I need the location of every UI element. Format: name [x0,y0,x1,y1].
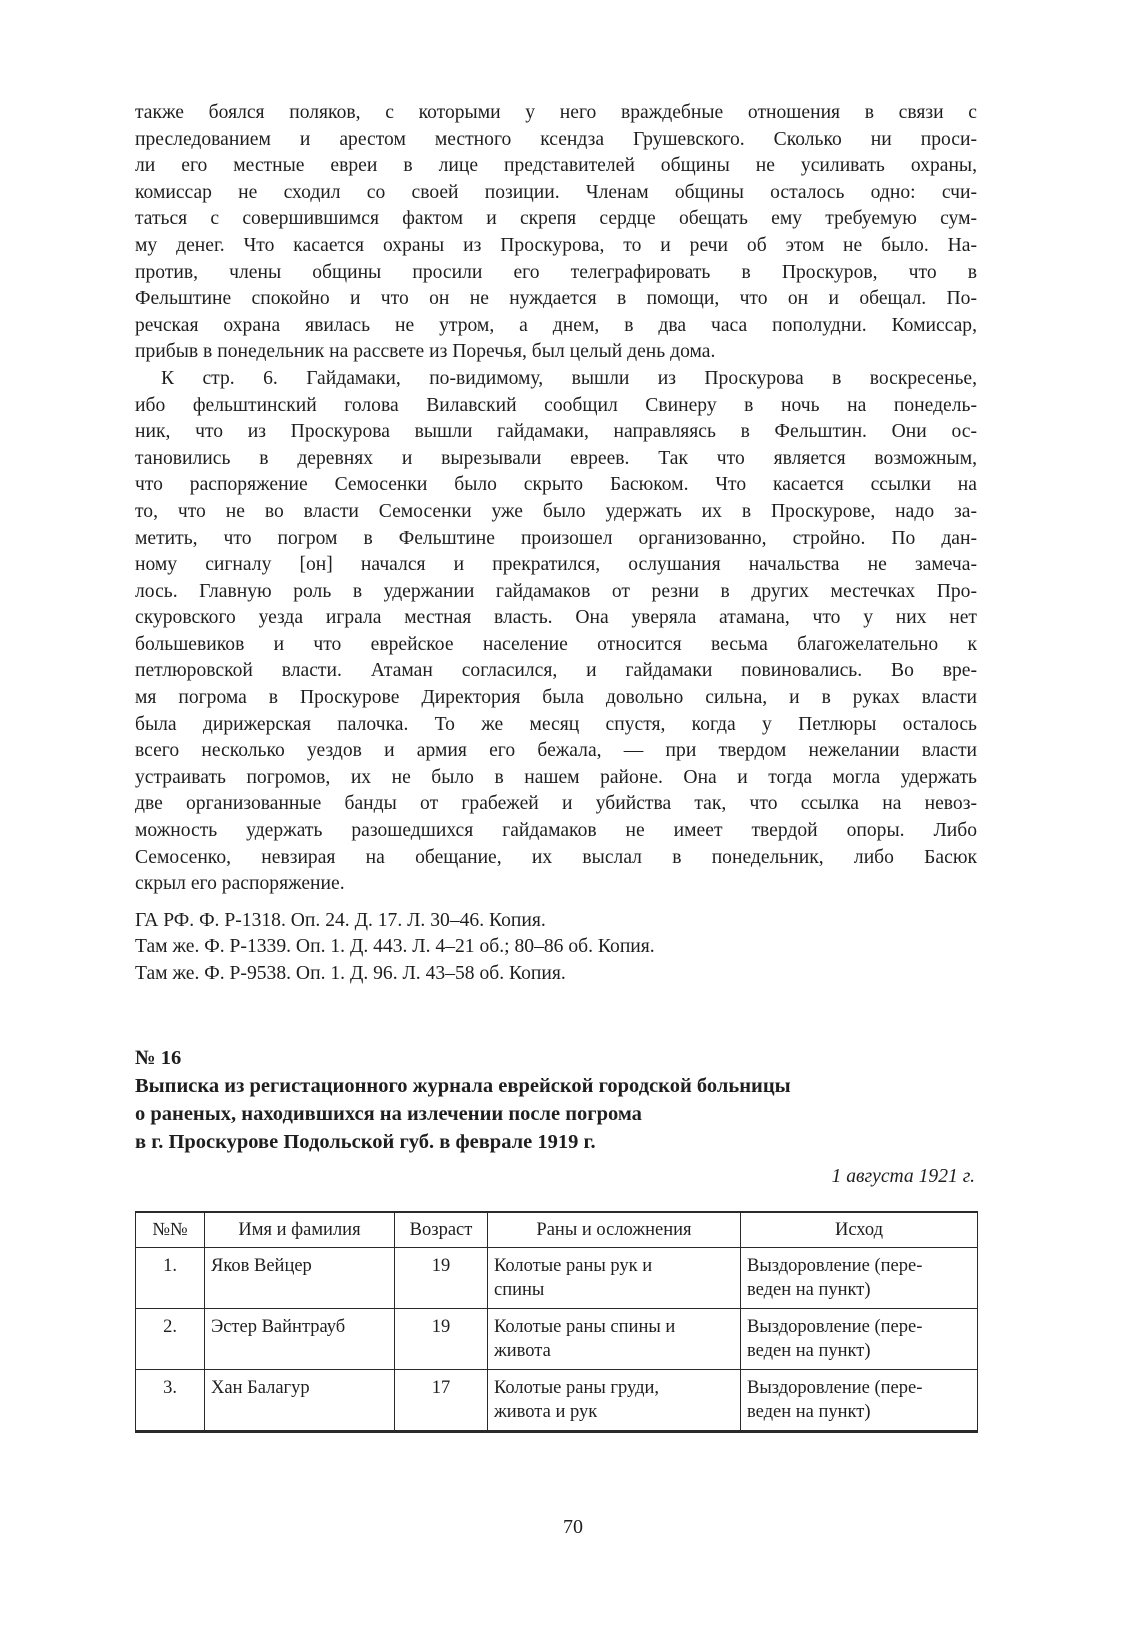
cell-wounds [488,1309,741,1370]
source-line: Там же. Ф. Р-1339. Оп. 1. Д. 443. Л. 4–21 об.; 80–86 об. Копия. [135,936,655,958]
text-line: ник, что из Проскурова вышли гайдамаки, направляясь в Фельштин. Они ос- [135,421,977,443]
cell-name: Эстер Вайнтрауб [205,1309,395,1370]
source-line: ГА РФ. Ф. Р-1318. Оп. 24. Д. 17. Л. 30–46. Копия. [135,909,546,931]
title-line: о раненых, находившихся на излечении после погрома [135,1102,642,1125]
header-age: Возраст [395,1212,488,1248]
cell-text: Выздоровление (пере- [747,1317,923,1337]
text-line: мя погрома в Проскурове Директория была довольно сильна, и в руках власти [135,687,977,709]
cell-wounds [488,1370,741,1432]
cell-age: 19 [395,1309,488,1370]
table-header-row [136,1212,978,1248]
text-line: можность удержать разошедшихся гайдамаков не имеет твердой опоры. Либо [135,820,977,842]
text-line: устраивать погромов, их не было в нашем районе. Она и тогда могла удержать [135,766,977,788]
cell-outcome [741,1370,978,1432]
text-line: скрыл его распоряжение. [135,873,345,895]
cell-text: веден на пункт) [747,1280,871,1300]
title-line: Выписка из регистационного журнала еврейской городской больницы [135,1074,791,1097]
text-line: К стр. 6. Гайдамаки, по-видимому, вышли из Проскурова в воскресенье, [161,367,977,389]
text-line: метить, что погром в Фельштине произошел организованно, стройно. По дан- [135,527,977,549]
text-line: всего несколько уездов и армия его бежала, — при твердом нежелании власти [135,740,977,762]
table-row [136,1309,978,1370]
cell-outcome [741,1309,978,1370]
title-line: в г. Проскурове Подольской губ. в феврале 1919 г. [135,1130,596,1153]
archival-sources [135,908,977,988]
text-line: ли его местные евреи в лице представителей общины не усиливать охраны, [135,155,977,177]
text-line: то, что не во власти Семосенки уже было удержать их в Проскурове, надо за- [135,500,977,522]
text-line: Семосенко, невзирая на обещание, их выслал в понедельник, либо Басюк [135,846,977,868]
text-line: тановились в деревнях и вырезывали евреев. Так что является возможным, [135,447,977,469]
header-wounds: Раны и осложнения [488,1212,741,1248]
cell-outcome [741,1248,978,1309]
text-line: две организованные банды от грабежей и убийства так, что ссылка на невоз- [135,793,977,815]
text-line: ибо фельштинский голова Вилавский сообщил Свинеру в ночь на понедель- [135,394,977,416]
cell-name: Хан Балагур [205,1370,395,1432]
paragraph-2 [135,366,977,898]
cell-number: 2. [136,1309,205,1370]
text-line: речская охрана явилась не утром, а днем, в два часа пополудни. Комиссар, [135,314,977,336]
text-line: Фельштине спокойно и что он не нуждается в помощи, что он и обещал. По- [135,288,977,310]
text-line: была дирижерская палочка. То же месяц спустя, когда у Петлюры осталось [135,713,977,735]
text-line: лось. Главную роль в удержании гайдамаков от резни в других местечках Про- [135,580,977,602]
cell-text: Выздоровление (пере- [747,1256,923,1276]
table-row [136,1248,978,1309]
paragraph-1 [135,100,977,366]
text-line: преследованием и арестом местного ксендза Грушевского. Сколько ни проси- [135,128,977,150]
cell-text: живота и рук [494,1402,598,1422]
cell-wounds [488,1248,741,1309]
cell-text: Колотые раны рук и [494,1256,653,1276]
cell-number: 1. [136,1248,205,1309]
text-line: ному сигналу [он] начался и прекратился, ослушания начальства не замеча- [135,554,977,576]
text-line: комиссар не сходил со своей позиции. Членам общины осталось одно: счи- [135,181,977,203]
source-line: Там же. Ф. Р-9538. Оп. 1. Д. 96. Л. 43–58 об. Копия. [135,963,566,984]
cell-text: спины [494,1280,545,1300]
text-line: скуровского уезда играла местная власть. Она уверяла атамана, что у них нет [135,607,977,629]
registry-table [135,1211,978,1433]
cell-text: веден на пункт) [747,1341,871,1361]
cell-text: веден на пункт) [747,1402,871,1422]
cell-text: Колотые раны груди, [494,1378,660,1398]
cell-text: живота [494,1341,551,1361]
page-number: 70 [563,1516,583,1538]
text-line: петлюровской власти. Атаман согласился, и гайдамаки повиновались. Во вре- [135,660,977,682]
cell-text: Колотые раны спины и [494,1317,676,1337]
header-name: Имя и фамилия [205,1212,395,1248]
cell-age: 19 [395,1248,488,1309]
text-line: таться с совершившимся фактом и скрепя сердце обещать ему требуемую сум- [135,208,977,230]
header-number: №№ [136,1212,205,1248]
cell-age: 17 [395,1370,488,1432]
cell-name: Яков Вейцер [205,1248,395,1309]
text-line: также боялся поляков, с которыми у него враждебные отношения в связи с [135,102,977,123]
document-date: 1 августа 1921 г. [831,1165,975,1187]
text-line: прибыв в понедельник на рассвете из Поречья, был целый день дома. [135,341,716,363]
table-row [136,1370,978,1432]
text-line: му денег. Что касается охраны из Проскурова, то и речи об этом не было. На- [135,234,977,256]
document-title [135,1072,977,1156]
page-content [135,100,977,1190]
cell-number: 3. [136,1370,205,1432]
text-line: против, члены общины просили его телеграфировать в Проскуров, что в [135,261,977,283]
text-line: большевиков и что еврейское население относится весьма благожелательно к [135,633,977,655]
document-number: № 16 [135,1046,182,1069]
header-outcome: Исход [741,1212,978,1248]
cell-text: Выздоровление (пере- [747,1378,923,1398]
text-line: что распоряжение Семосенки было скрыто Басюком. Что касается ссылки на [135,474,977,496]
